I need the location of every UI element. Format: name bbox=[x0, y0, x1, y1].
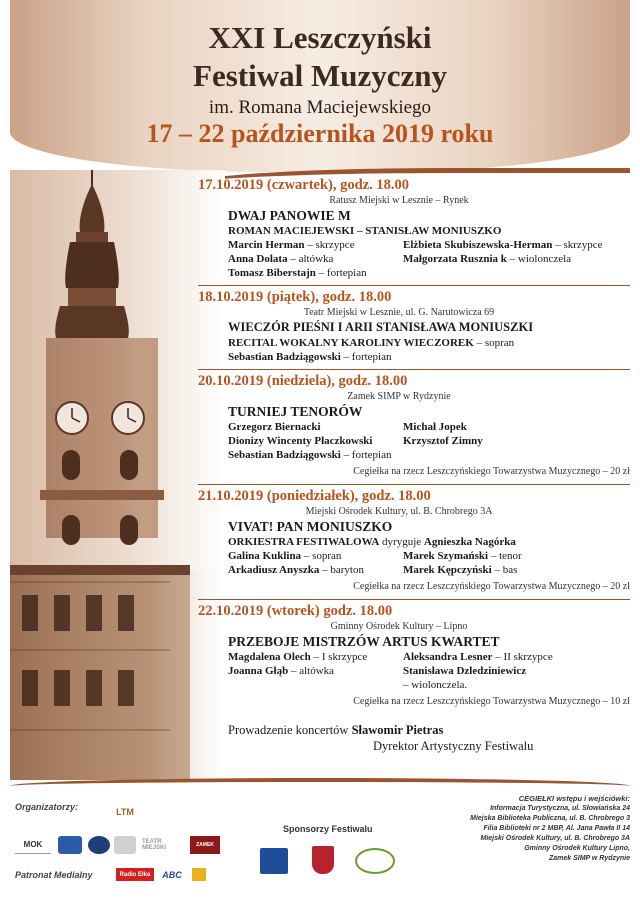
theatre-logo-text: TEATR MIEJSKI bbox=[142, 839, 167, 851]
program-separator: – bbox=[354, 225, 366, 237]
program-composer-2: STANISŁAW MONIUSZKO bbox=[365, 225, 502, 237]
events-list bbox=[198, 176, 630, 709]
festival-patron: im. Romana Maciejewskiego bbox=[208, 97, 432, 118]
event-5 bbox=[198, 602, 630, 709]
sponsor-logo-marshal bbox=[312, 846, 334, 874]
event-date: 18.10.2019 (piątek), godz. 18.00 bbox=[198, 289, 392, 305]
ticket-info-line: Filia Biblioteki nr 2 MBP, Al. Jana Pawła II 14 bbox=[483, 825, 630, 832]
performer-name: Sebastian Badziągowski bbox=[228, 449, 341, 461]
event-divider bbox=[198, 369, 630, 370]
performer-name: Stanisława Dzledziniewicz bbox=[403, 665, 527, 677]
event-title: PRZEBOJE MISTRZÓW ARTUS KWARTET bbox=[228, 634, 500, 649]
performer-role: – wiolonczela bbox=[506, 253, 572, 265]
ltm-logo-text: LTM bbox=[116, 807, 134, 817]
event-program bbox=[228, 224, 630, 238]
event-subtitle bbox=[228, 535, 630, 549]
performer-row bbox=[228, 266, 630, 280]
performer-role: – bas bbox=[491, 564, 518, 576]
event-divider bbox=[198, 599, 630, 600]
performer-row bbox=[228, 238, 630, 252]
performer-name: Galina Kuklina bbox=[228, 550, 302, 562]
performer-row bbox=[228, 664, 630, 678]
festival-title-line2: Festiwal Muzyczny bbox=[193, 58, 447, 93]
event-date: 20.10.2019 (niedziela), godz. 18.00 bbox=[198, 373, 408, 389]
performer-role: – altówka bbox=[287, 253, 334, 265]
event-title: WIECZÓR PIEŚNI I ARII STANISŁAWA MONIUSZKI bbox=[228, 320, 534, 334]
performer-row bbox=[228, 650, 630, 664]
sponsor-logo-leszno bbox=[260, 848, 288, 874]
performer-role: – fortepian bbox=[315, 267, 367, 279]
event-2 bbox=[198, 288, 630, 364]
zamek-logo bbox=[190, 836, 220, 854]
ticket-info-line: Miejski Ośrodek Kultury, ul. B. Chrobrego 3A bbox=[480, 835, 630, 842]
event-venue: Ratusz Miejski w Lesznie – Rynek bbox=[329, 195, 469, 206]
event-divider bbox=[198, 285, 630, 286]
event-venue: Gminny Ośrodek Kultury – Lipno bbox=[330, 621, 468, 632]
zamek-logo-text: ZAMEK bbox=[196, 842, 214, 848]
organizers-label: Organizatorzy: bbox=[15, 802, 79, 812]
performer-row bbox=[228, 350, 630, 364]
ticket-info-line: Miejska Biblioteka Publiczna, ul. B. Chrobrego 3 bbox=[470, 815, 630, 822]
performer-row bbox=[228, 252, 630, 266]
ticket-note: Cegiełka na rzecz Leszczyńskiego Towarzystwa Muzycznego – 20 zł bbox=[353, 581, 630, 592]
abc-logo bbox=[158, 868, 186, 881]
town-hall-tower-illustration bbox=[10, 170, 225, 780]
ticket-info-heading: CEGIEŁKI wstępu i wejściówki: bbox=[518, 794, 630, 803]
event-title: VIVAT! PAN MONIUSZKO bbox=[228, 519, 393, 534]
performer-name: Michał Jopek bbox=[403, 421, 467, 433]
performer-row bbox=[228, 678, 630, 692]
program-composer-1: ROMAN MACIEJEWSKI bbox=[228, 225, 355, 237]
host-line bbox=[228, 722, 630, 738]
performer-name: Grzegorz Biernacki bbox=[228, 421, 321, 433]
conductor-label: dyryguje bbox=[379, 536, 424, 548]
ticket-note: Cegiełka na rzecz Leszczyńskiego Towarzystwa Muzycznego – 10 zł bbox=[353, 696, 630, 707]
sponsors-label: Sponsorzy Festiwalu bbox=[283, 824, 373, 834]
mok-logo bbox=[15, 836, 51, 854]
performer-name: Arkadiusz Anyszka bbox=[228, 564, 320, 576]
event-title: DWAJ PANOWIE M bbox=[228, 208, 351, 223]
association-logo bbox=[88, 836, 110, 854]
radio-elka-logo bbox=[116, 868, 154, 881]
performer-role: – fortepian bbox=[340, 449, 392, 461]
performer-name: Marek Szymański bbox=[403, 550, 489, 562]
event-4 bbox=[198, 487, 630, 594]
performer-name: Tomasz Biberstajn bbox=[228, 267, 316, 279]
event-3 bbox=[198, 372, 630, 479]
ticket-info bbox=[440, 794, 630, 864]
media-patronage-label: Patronat Medialny bbox=[15, 870, 93, 880]
radio-elka-logo-text: Radio Elka bbox=[119, 871, 151, 878]
conductor-name: Agnieszka Nagórka bbox=[423, 536, 516, 548]
mok-logo-text: MOK bbox=[23, 840, 43, 849]
performer-role: – II skrzypce bbox=[492, 651, 553, 663]
crest-logo bbox=[114, 836, 136, 854]
performer-row bbox=[228, 448, 630, 462]
performer-name: Sebastian Badziągowski bbox=[228, 351, 341, 363]
event-venue: Zamek SIMP w Rydzynie bbox=[347, 391, 451, 402]
performer-name: Joanna Głąb bbox=[228, 665, 289, 677]
performer-row bbox=[228, 549, 630, 563]
performer-role: – I skrzypce bbox=[310, 651, 368, 663]
performer-row bbox=[228, 563, 630, 577]
performer-name: Anna Dolata bbox=[228, 253, 288, 265]
ltm-logo bbox=[105, 794, 145, 830]
performer-name: Dionizy Wincenty Płaczkowski bbox=[228, 435, 373, 447]
performer-name: Aleksandra Lesner bbox=[403, 651, 493, 663]
event-venue: Teatr Miejski w Lesznie, ul. G. Narutowicza 69 bbox=[303, 307, 495, 318]
event-venue: Miejski Ośrodek Kultury, ul. B. Chrobrego 3A bbox=[305, 506, 493, 517]
performer-row bbox=[228, 420, 630, 434]
newspaper-logo bbox=[192, 868, 206, 881]
library-logo bbox=[58, 836, 82, 854]
footer bbox=[0, 790, 640, 900]
ticket-note: Cegiełka na rzecz Leszczyńskiego Towarzystwa Muzycznego – 20 zł bbox=[353, 466, 630, 477]
festival-title-line1: XXI Leszczyński bbox=[208, 20, 432, 55]
performer-row bbox=[228, 434, 630, 448]
event-date: 22.10.2019 (wtorek) godz. 18.00 bbox=[198, 603, 393, 619]
event-date: 17.10.2019 (czwartek), godz. 18.00 bbox=[198, 177, 410, 193]
performer-role: – altówka bbox=[288, 665, 335, 677]
festival-dates: 17 – 22 października 2019 roku bbox=[146, 119, 494, 148]
host-credit bbox=[198, 722, 630, 754]
sponsor-logo-county bbox=[355, 848, 395, 874]
performer-role: – skrzypce bbox=[304, 239, 355, 251]
performer-name: Krzysztof Zimny bbox=[403, 435, 483, 447]
performer-name: Elżbieta Skubiszewska-Herman bbox=[403, 239, 553, 251]
ticket-info-line: Informacja Turystyczna, ul. Słowiańska 24 bbox=[490, 805, 630, 812]
host-role: Dyrektor Artystyczny Festiwalu bbox=[373, 739, 534, 753]
performer-name: Małgorzata Rusznia k bbox=[403, 253, 507, 265]
performer-role: – skrzypce bbox=[552, 239, 603, 251]
performer-name: Marcin Herman bbox=[228, 239, 305, 251]
performer-role: – fortepian bbox=[340, 351, 392, 363]
ticket-info-line: Zamek SIMP w Rydzynie bbox=[548, 855, 630, 862]
performer-role: – wiolonczela. bbox=[403, 679, 468, 691]
host-name: Sławomir Pietras bbox=[351, 723, 444, 737]
performer-role: – sopran bbox=[301, 550, 342, 562]
abc-logo-text: ABC bbox=[162, 869, 182, 880]
performer-name: Marek Kępczyński bbox=[403, 564, 492, 576]
event-1 bbox=[198, 176, 630, 280]
host-prefix: Prowadzenie koncertów bbox=[228, 723, 352, 737]
theatre-logo bbox=[142, 836, 184, 854]
performer-role: – baryton bbox=[319, 564, 364, 576]
event-title: TURNIEJ TENORÓW bbox=[228, 404, 363, 419]
performer-name: Magdalena Olech bbox=[228, 651, 311, 663]
event-divider bbox=[198, 484, 630, 485]
event-date: 21.10.2019 (poniedziałek), godz. 18.00 bbox=[198, 488, 431, 504]
event-subtitle bbox=[228, 336, 630, 350]
ticket-info-line: Gminny Ośrodek Kultury Lipno, bbox=[524, 845, 630, 852]
orchestra-name: ORKIESTRA FESTIWALOWA bbox=[228, 536, 380, 548]
recital-name: RECITAL WOKALNY KAROLINY WIECZOREK bbox=[228, 337, 474, 349]
performer-role: – tenor bbox=[488, 550, 522, 562]
recital-role: – sopran bbox=[473, 337, 515, 349]
